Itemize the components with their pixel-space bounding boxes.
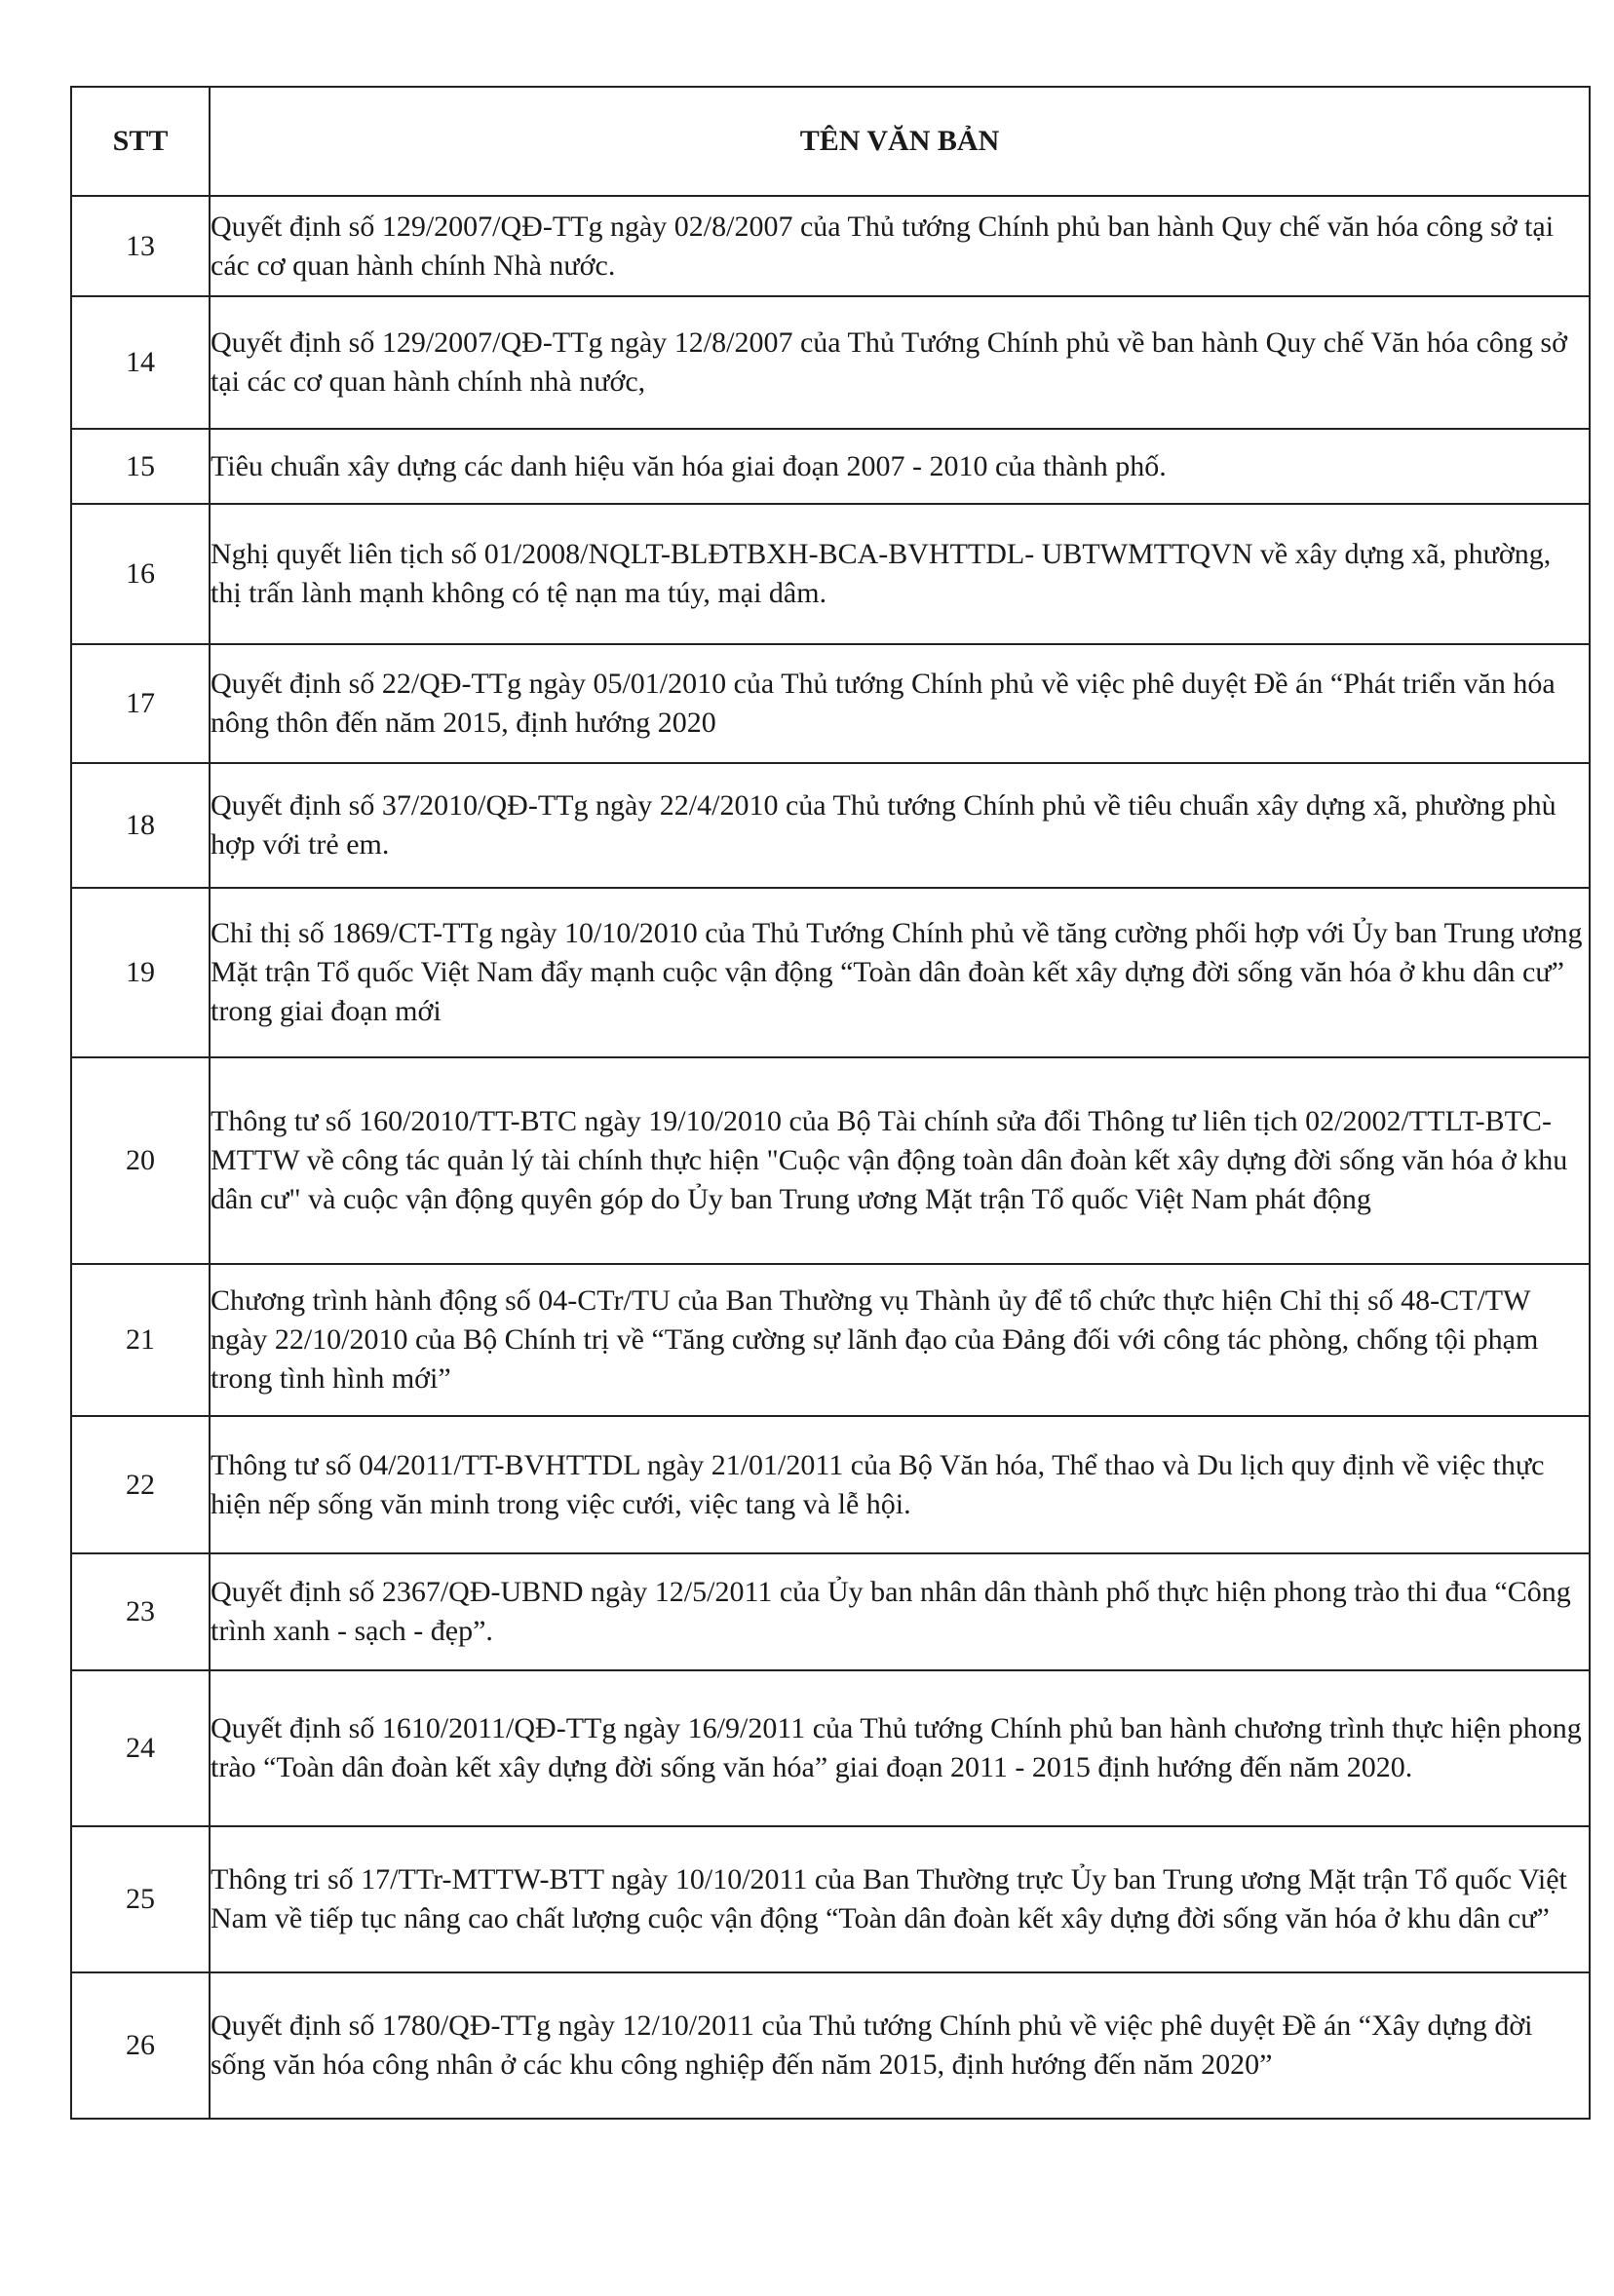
table-row [71, 644, 1590, 763]
row-document-text [210, 196, 1590, 296]
row-document-text [210, 1416, 1590, 1553]
document-text: Tiêu chuẩn xây dựng các danh hiệu văn hóa giai đoạn 2007 - 2010 của thành phố. [211, 449, 1167, 482]
row-number: 21 [71, 1264, 210, 1416]
row-document-text [210, 763, 1590, 888]
table-row [71, 296, 1590, 429]
row-document-text [210, 644, 1590, 763]
row-document-text [210, 1826, 1590, 1972]
document-text: Quyết định số 1780/QĐ-TTg ngày 12/10/2011 của Thủ tướng Chính phủ về việc phê duyệt Đề án “Xây dựng đời sống văn hóa công nhân ở các khu công nghiệp đến năm 2015, định hướng đến năm 2020” [211, 2009, 1533, 2081]
row-number: 13 [71, 196, 210, 296]
document-text: Thông tư số 04/2011/TT-BVHTTDL ngày 21/01/2011 của Bộ Văn hóa, Thể thao và Du lịch quy định về việc thực hiện nếp sống văn minh trong việc cưới, việc tang và lễ hội. [211, 1448, 1545, 1520]
row-number: 26 [71, 1972, 210, 2119]
table-row [71, 1826, 1590, 1972]
table-row [71, 1264, 1590, 1416]
row-number: 19 [71, 888, 210, 1057]
row-document-text [210, 1057, 1590, 1264]
document-text: Nghị quyết liên tịch số 01/2008/NQLT-BLĐTBXH-BCA-BVHTTDL- UBTWMTTQVN về xây dựng xã, phường, thị trấn lành mạnh không có tệ nạn ma túy, mại dâm. [211, 538, 1552, 609]
row-number: 20 [71, 1057, 210, 1264]
row-document-text [210, 1670, 1590, 1826]
row-document-text [210, 429, 1590, 504]
document-list-table [70, 86, 1591, 2120]
table-row [71, 1057, 1590, 1264]
document-text: Quyết định số 1610/2011/QĐ-TTg ngày 16/9/2011 của Thủ tướng Chính phủ ban hành chương trình thực hiện phong trào “Toàn dân đoàn kết xây dựng đời sống văn hóa” giai đoạn 2011 - 2015 định hướng đến năm 2020. [211, 1712, 1582, 1783]
header-stt: STT [71, 87, 210, 196]
row-number: 23 [71, 1553, 210, 1670]
table-row [71, 1972, 1590, 2119]
table-row [71, 1553, 1590, 1670]
row-number: 16 [71, 504, 210, 644]
table-row [71, 888, 1590, 1057]
row-number: 24 [71, 1670, 210, 1826]
row-document-text [210, 1264, 1590, 1416]
table-row [71, 1416, 1590, 1553]
row-document-text [210, 1972, 1590, 2119]
document-text: Quyết định số 129/2007/QĐ-TTg ngày 12/8/2007 của Thủ Tướng Chính phủ về ban hành Quy chế Văn hóa công sở tại các cơ quan hành chính nhà nước, [211, 326, 1567, 398]
row-number: 17 [71, 644, 210, 763]
row-document-text [210, 1553, 1590, 1670]
table-row [71, 196, 1590, 296]
table-row [71, 1670, 1590, 1826]
document-text: Quyết định số 129/2007/QĐ-TTg ngày 02/8/2007 của Thủ tướng Chính phủ ban hành Quy chế văn hóa công sở tại các cơ quan hành chính Nhà nước. [211, 210, 1555, 282]
row-number: 14 [71, 296, 210, 429]
table-row [71, 763, 1590, 888]
document-text: Quyết định số 2367/QĐ-UBND ngày 12/5/2011 của Ủy ban nhân dân thành phố thực hiện phong trào thi đua “Công trình xanh - sạch - đẹp”. [211, 1576, 1571, 1647]
table-row [71, 429, 1590, 504]
document-text: Thông tư số 160/2010/TT-BTC ngày 19/10/2010 của Bộ Tài chính sửa đổi Thông tư liên tịch 02/2002/TTLT-BTC-MTTW về công tác quản lý tài chính thực hiện "Cuộc vận động toàn dân đoàn kết xây dựng đời sống văn hóa ở khu dân cư" và cuộc vận động quyên góp do Ủy ban Trung ương Mặt trận Tổ quốc Việt Nam phát động [211, 1105, 1568, 1215]
table-row [71, 504, 1590, 644]
row-document-text [210, 296, 1590, 429]
row-document-text [210, 504, 1590, 644]
row-number: 18 [71, 763, 210, 888]
row-document-text [210, 888, 1590, 1057]
document-text: Chương trình hành động số 04-CTr/TU của Ban Thường vụ Thành ủy để tổ chức thực hiện Chỉ thị số 48-CT/TW ngày 22/10/2010 của Bộ Chính trị về “Tăng cường sự lãnh đạo của Đảng đối với công tác phòng, chống tội phạm trong tình hình mới” [211, 1284, 1539, 1395]
row-number: 22 [71, 1416, 210, 1553]
document-text: Chỉ thị số 1869/CT-TTg ngày 10/10/2010 của Thủ Tướng Chính phủ về tăng cường phối hợp với Ủy ban Trung ương Mặt trận Tổ quốc Việt Nam đẩy mạnh cuộc vận động “Toàn dân đoàn kết xây dựng đời sống văn hóa ở khu dân cư” trong giai đoạn mới [211, 917, 1583, 1027]
row-number: 25 [71, 1826, 210, 1972]
document-text: Quyết định số 37/2010/QĐ-TTg ngày 22/4/2010 của Thủ tướng Chính phủ về tiêu chuẩn xây dựng xã, phường phù hợp với trẻ em. [211, 789, 1556, 861]
document-text: Thông tri số 17/TTr-MTTW-BTT ngày 10/10/2011 của Ban Thường trực Ủy ban Trung ương Mặt trận Tổ quốc Việt Nam về tiếp tục nâng cao chất lượng cuộc vận động “Toàn dân đoàn kết xây dựng đời sống văn hóa ở khu dân cư” [211, 1863, 1567, 1934]
row-number: 15 [71, 429, 210, 504]
header-document-name: TÊN VĂN BẢN [210, 87, 1590, 196]
document-text: Quyết định số 22/QĐ-TTg ngày 05/01/2010 của Thủ tướng Chính phủ về việc phê duyệt Đề án “Phát triển văn hóa nông thôn đến năm 2015, định hướng 2020 [211, 668, 1556, 739]
table-header-row [71, 87, 1590, 196]
